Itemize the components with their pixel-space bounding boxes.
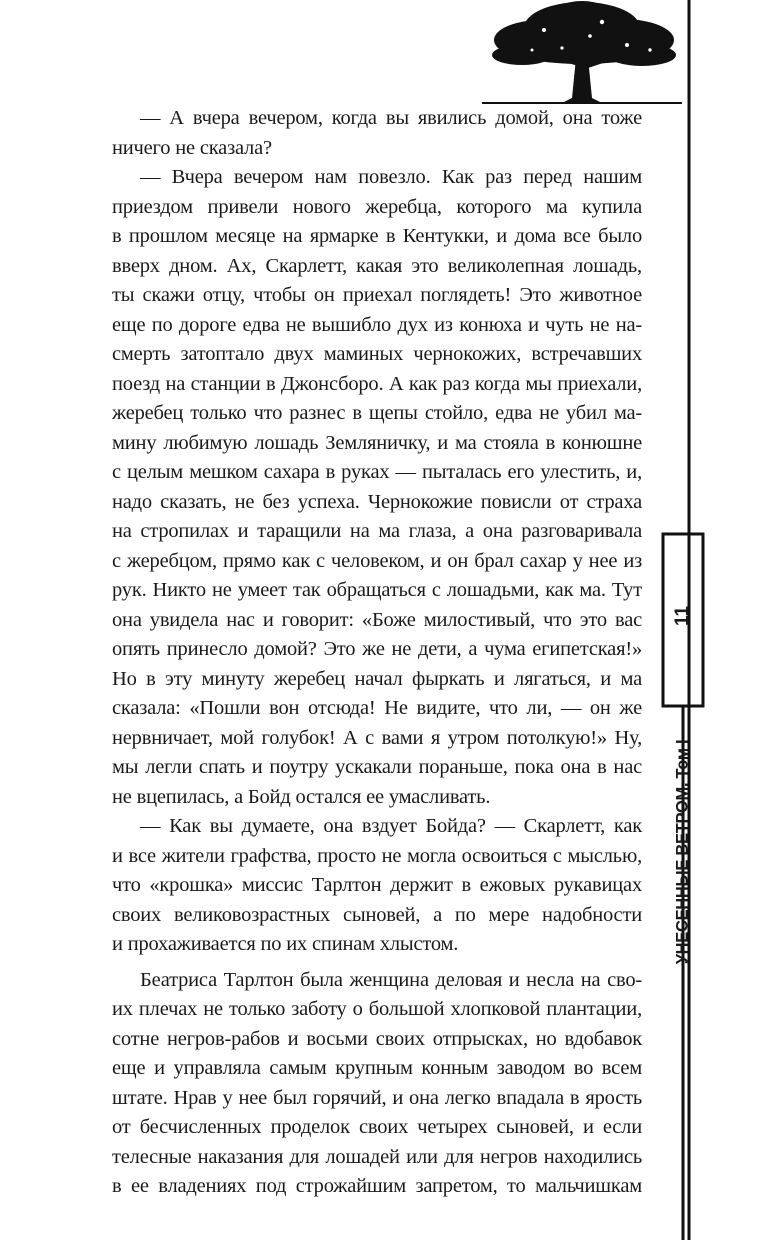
text-line: ты скажи отцу, чтобы он приехал поглядеть! Это животное (112, 284, 642, 306)
text-line: жеребец только что разнес в щепы стойло, едва не убил ма- (112, 402, 642, 424)
text-line: она увидела нас и говорит: «Боже милостивый, что это вас (112, 608, 642, 631)
text-line: нервничает, мой голубок! А с вами я утром потолкую!» Ну, (112, 726, 642, 749)
text-line: поезд на станции в Джонсборо. А как раз когда мы приехали, (112, 372, 642, 395)
text-line: штате. Нрав у нее был горячий, и она легко впадала в ярость (112, 1086, 642, 1109)
text-line: еще по дороге едва не вышибло дух из конюха и чуть не на- (112, 313, 642, 336)
text-line: телесные наказания для лошадей или для негров находились (112, 1145, 642, 1168)
text-line: надо сказать, не без успеха. Чернокожие повисли от страха (112, 490, 642, 513)
text-line: от бесчисленных проделок своих четырех сыновей, и если (112, 1116, 642, 1138)
text-line: опять принесло домой? Это же не дети, а чума египетская!» (112, 638, 642, 660)
text-line: ничего не сказала? (112, 136, 272, 159)
text-line: в ее владениях под строжайшим запретом, то мальчишкам (112, 1175, 642, 1197)
text-line: Но в эту минуту жеребец начал фыркать и лягаться, и ма (112, 667, 642, 690)
text-line: Беатриса Тарлтон была женщина деловая и несла на сво- (140, 968, 642, 991)
text-line: в прошлом месяце на ярмарке в Кентукки, и дома все было (112, 225, 642, 247)
text-line: мину любимую лошадь Земляничку, и ма стояла в конюшне (112, 431, 642, 454)
text-line: рук. Никто не умеет так обращаться с лошадьми, как ма. Тут (112, 579, 642, 601)
tree-illustration (472, 0, 692, 104)
text-line: — Как вы думаете, она вздует Бойда? — Скарлетт, как (140, 815, 642, 837)
text-line: вверх дном. Ах, Скарлетт, какая это великолепная лошадь, (112, 254, 642, 277)
text-line: смерть затоптало двух маминых чернокожих, встречавших (112, 343, 642, 365)
text-line: — Вчера вечером нам повезло. Как раз перед нашим (140, 166, 642, 188)
body-text (112, 104, 642, 1202)
text-line: что «крошка» миссис Тарлтон держит в ежовых рукавицах (112, 874, 642, 896)
text-line: с целым мешком сахара в руках — пыталась его улестить, и, (112, 461, 642, 483)
text-line: — А вчера вечером, когда вы явились домой, она тоже (140, 107, 642, 129)
text-line: с жеребцом, прямо как с человеком, и он брал сахар у нее из (112, 549, 642, 572)
text-line: не вцепилась, а Бойд остался ее умасливать. (112, 785, 491, 808)
text-line: сотне негров-рабов и восьми своих отпрысках, но вдобавок (112, 1027, 642, 1050)
text-line: их плечах не только заботу о большой хлопковой плантации, (112, 998, 642, 1020)
text-line: приездом привели нового жеребца, которого ма купила (112, 195, 642, 218)
text-line: мы легли спать и поутру ускакали пораньше, пока она в нас (112, 756, 642, 778)
text-line: на стропилах и таращили на ма глаза, а она разговаривала (112, 520, 642, 542)
text-line: и все жители графства, просто не могла освоиться с мыслью, (112, 844, 642, 867)
text-line: еще и управляла самым крупным конным заводом во всем (112, 1057, 642, 1079)
text-line: и прохаживается по их спинам хлыстом. (112, 933, 459, 955)
page-number: 11 (672, 605, 693, 627)
text-line: сказала: «Пошли вон отсюда! Не видите, что ли, — он же (112, 697, 642, 719)
text-line: своих великовозрастных сыновей, а по мере надобности (112, 903, 642, 926)
